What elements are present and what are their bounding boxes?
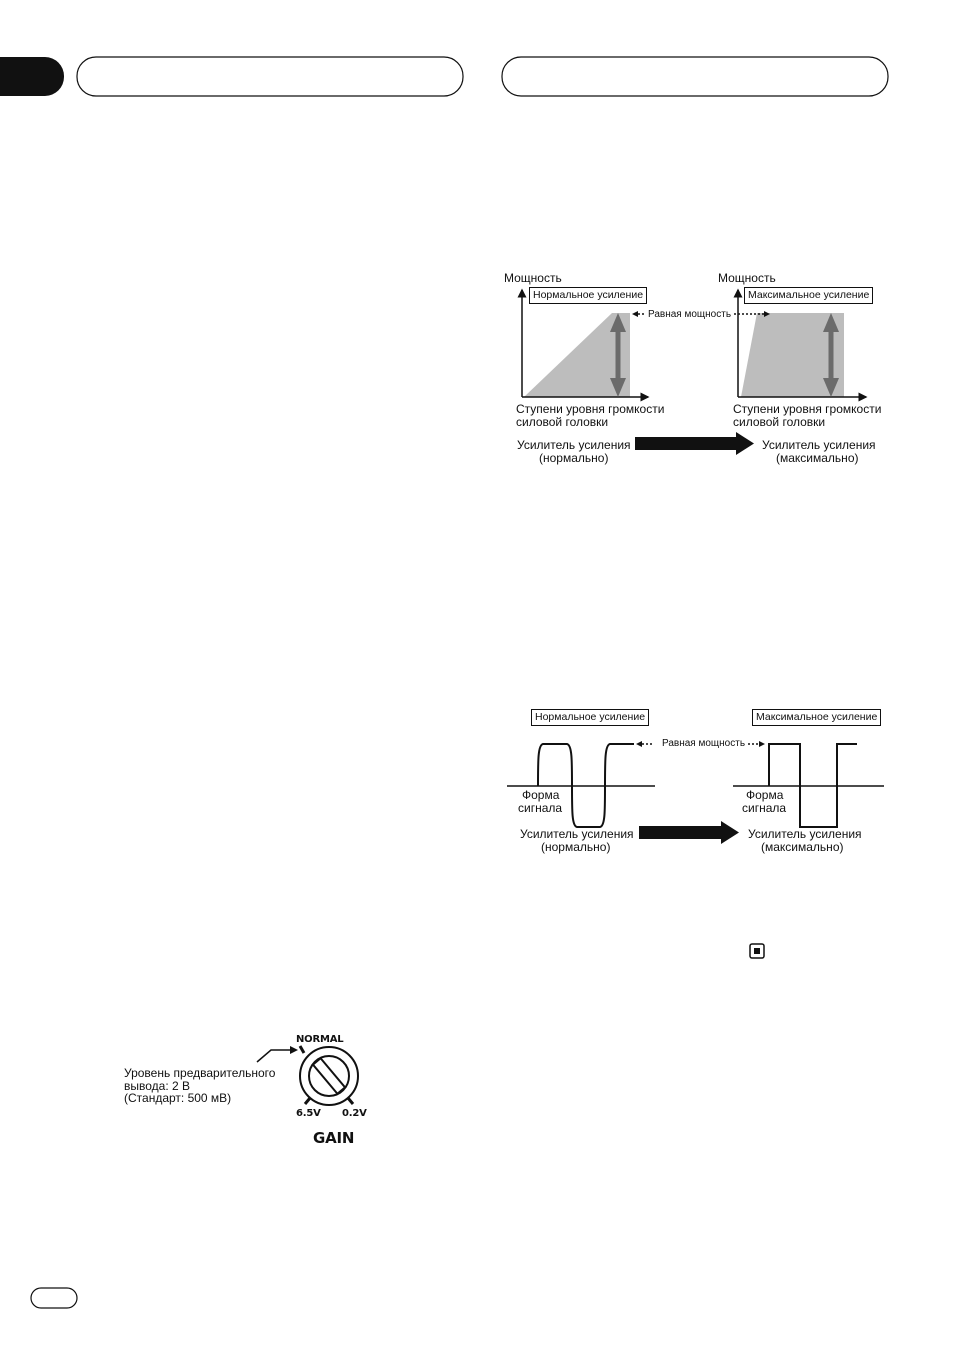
left-x-caption-1: Ступени уровня громкости xyxy=(516,402,665,416)
equal-power-label-1: Равная мощность xyxy=(648,309,732,320)
wave-from-caption-2: (нормально) xyxy=(541,840,611,854)
knob-title: GAIN xyxy=(313,1129,355,1147)
right-x-caption-1: Ступени уровня громкости xyxy=(733,402,882,416)
knob-leader-arrow xyxy=(290,1046,298,1054)
wave-right-signal-1: Форма xyxy=(746,788,784,802)
right-mode-label: Максимальное усиление xyxy=(744,287,873,304)
right-x-caption-2: силовой головки xyxy=(733,415,826,429)
from-caption-1: Усилитель усиления xyxy=(517,438,631,452)
wave-left-signal-1: Форма xyxy=(522,788,560,802)
knob-label-normal: NORMAL xyxy=(296,1034,344,1045)
left-x-caption-2: силовой головки xyxy=(516,415,609,429)
knob-tick-6-5v xyxy=(305,1098,310,1104)
knob-leader-line xyxy=(257,1050,292,1062)
wave-equal-power-label: Равная мощность xyxy=(662,738,746,749)
wave-left-mode-label: Нормальное усиление xyxy=(531,709,649,726)
wave-from-caption-1: Усилитель усиления xyxy=(520,827,634,841)
to-caption-1: Усилитель усиления xyxy=(762,438,876,452)
wave-to-caption-2: (максимально) xyxy=(761,840,844,854)
knob-caption-2: вывода: 2 В xyxy=(124,1079,191,1093)
knob-tick-0-2v xyxy=(348,1098,353,1104)
left-axis-label: Мощность xyxy=(504,271,562,285)
from-caption-2: (нормально) xyxy=(539,451,609,465)
left-mode-label: Нормальное усиление xyxy=(529,287,647,304)
knob-label-0-2v: 0.2V xyxy=(342,1108,367,1119)
right-axis-label: Мощность xyxy=(718,271,776,285)
wave-right-mode-label: Максимальное усиление xyxy=(752,709,881,726)
wave-right-signal-2: сигнала xyxy=(742,801,787,815)
wave-left-signal-2: сигнала xyxy=(518,801,563,815)
wave-to-caption-1: Усилитель усиления xyxy=(748,827,862,841)
knob-label-6-5v: 6.5V xyxy=(296,1108,321,1119)
knob-caption-1: Уровень предварительного xyxy=(124,1066,276,1080)
to-caption-2: (максимально) xyxy=(776,451,859,465)
knob-tick-normal xyxy=(300,1046,304,1053)
knob-caption-3: (Стандарт: 500 мВ) xyxy=(124,1091,232,1105)
